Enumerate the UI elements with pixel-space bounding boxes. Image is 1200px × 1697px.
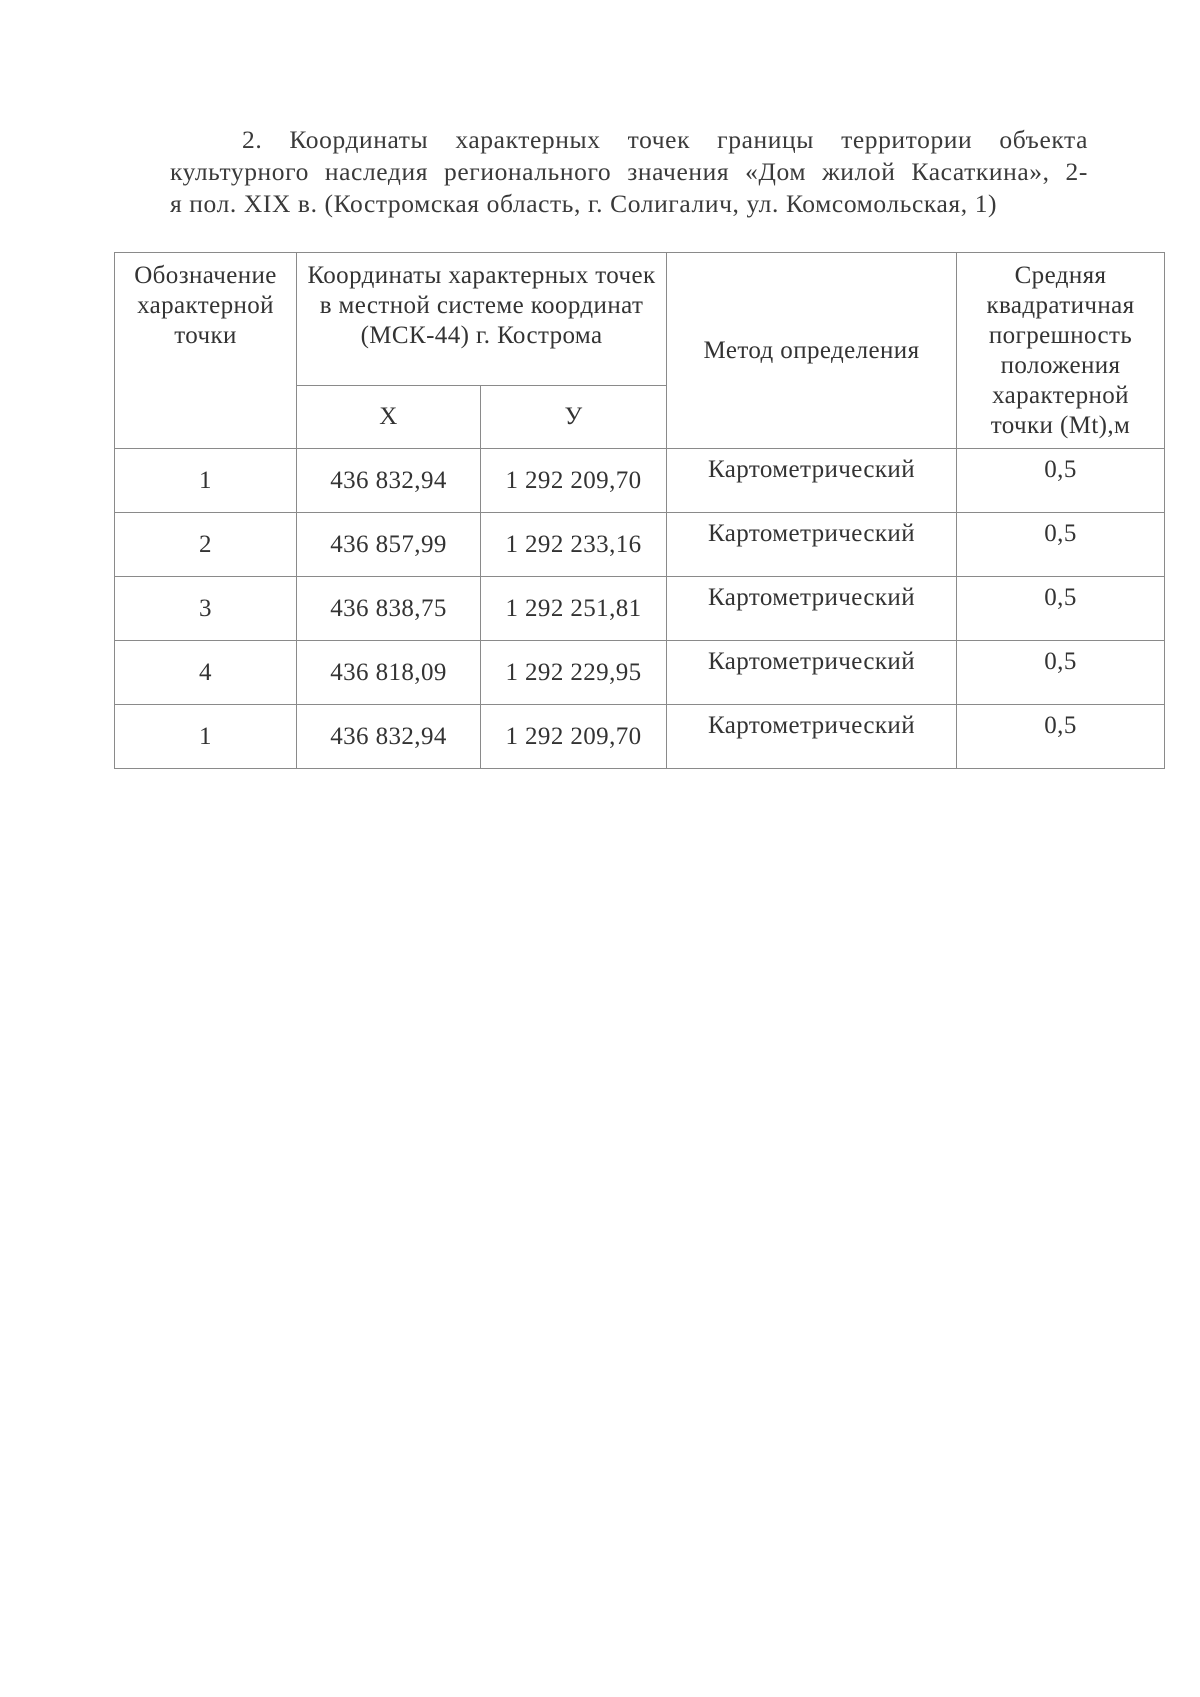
cell-y: 1 292 209,70 (481, 705, 667, 769)
cell-x: 436 832,94 (297, 705, 481, 769)
heading-line: 2. Координаты характерных точек границы территории объекта (242, 125, 1088, 154)
cell-point: 1 (115, 705, 297, 769)
table-row (115, 449, 1165, 513)
header-y: У (481, 386, 667, 449)
cell-error: 0,5 (957, 449, 1165, 513)
header-mean-error: Средняя квадратичная погрешность положения характерной точки (Mt),м (957, 253, 1165, 449)
cell-point: 1 (115, 449, 297, 513)
cell-error: 0,5 (957, 577, 1165, 641)
cell-y: 1 292 233,16 (481, 513, 667, 577)
table-row (115, 641, 1165, 705)
cell-x: 436 818,09 (297, 641, 481, 705)
cell-error: 0,5 (957, 705, 1165, 769)
cell-method: Картометрический (667, 577, 957, 641)
table-row (115, 705, 1165, 769)
cell-method: Картометрический (667, 705, 957, 769)
cell-method: Картометрический (667, 449, 957, 513)
cell-point: 3 (115, 577, 297, 641)
cell-error: 0,5 (957, 641, 1165, 705)
cell-point: 4 (115, 641, 297, 705)
cell-x: 436 857,99 (297, 513, 481, 577)
cell-x: 436 838,75 (297, 577, 481, 641)
cell-error: 0,5 (957, 513, 1165, 577)
heading-line: культурного наследия регионального значения «Дом жилой Касаткина», 2- (170, 157, 1088, 186)
table-row (115, 513, 1165, 577)
table-header-row (115, 253, 1165, 386)
header-point-designation: Обозначение характерной точки (115, 253, 297, 449)
cell-method: Картометрический (667, 641, 957, 705)
cell-x: 436 832,94 (297, 449, 481, 513)
coordinates-table (114, 252, 1165, 769)
header-method: Метод определения (667, 253, 957, 449)
header-coordinates: Координаты характерных точек в местной системе координат (МСК-44) г. Кострома (297, 253, 667, 386)
heading-line: я пол. XIX в. (Костромская область, г. Солигалич, ул. Комсомольская, 1) (170, 189, 998, 218)
section-heading (170, 124, 1088, 220)
cell-y: 1 292 251,81 (481, 577, 667, 641)
header-x: Х (297, 386, 481, 449)
cell-y: 1 292 209,70 (481, 449, 667, 513)
cell-point: 2 (115, 513, 297, 577)
cell-y: 1 292 229,95 (481, 641, 667, 705)
table-row (115, 577, 1165, 641)
cell-method: Картометрический (667, 513, 957, 577)
